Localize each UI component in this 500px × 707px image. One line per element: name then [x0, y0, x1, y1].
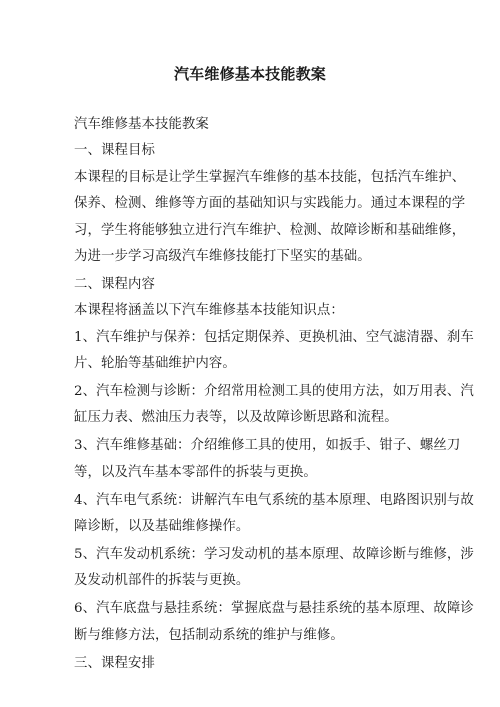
paragraph-line: 习，学生将能够独立进行汽车维护、检测、故障诊断和基础维修，	[74, 222, 466, 238]
paragraph-line: 5、汽车发动机系统：学习发动机的基本原理、故障诊断与维修，涉	[74, 547, 474, 562]
content-item-1	[74, 325, 474, 378]
paragraph-line: 障诊断，以及基础维修操作。	[74, 519, 250, 535]
content-item-5	[74, 542, 474, 595]
content-item-4	[74, 488, 474, 541]
paragraph-line: 保养、检测、维修等方面的基础知识与实践能力。通过本课程的学	[74, 196, 466, 212]
goals-paragraph	[74, 165, 466, 271]
document-title: 汽车维修基本技能教案	[173, 65, 326, 83]
content-item-2	[74, 379, 474, 432]
paragraph-line: 4、汽车电气系统：讲解汽车电气系统的基本原理、电路图识别与故	[74, 492, 474, 508]
paragraph-line: 片、轮胎等基础维护内容。	[74, 356, 236, 372]
section-heading-content: 二、课程内容	[74, 276, 155, 292]
paragraph-line: 断与维修方法，包括制动系统的维护与维修。	[74, 627, 344, 643]
paragraph-line: 3、汽车维修基础：介绍维修工具的使用，如扳手、钳子、螺丝刀	[74, 438, 461, 454]
content-item-3	[74, 433, 461, 486]
paragraph-line: 为进一步学习高级汽车维修技能打下坚实的基础。	[74, 249, 371, 265]
paragraph-line: 缸压力表、燃油压力表等，以及故障诊断思路和流程。	[74, 410, 398, 426]
paragraph-line: 1、汽车维护与保养：包括定期保养、更换机油、空气滤清器、刹车	[74, 329, 474, 345]
paragraph-line: 及发动机部件的拆装与更换。	[74, 573, 250, 589]
paragraph-line: 6、汽车底盘与悬挂系统：掌握底盘与悬挂系统的基本原理、故障诊	[74, 601, 474, 617]
section-heading-goals: 一、课程目标	[74, 143, 155, 159]
content-intro: 本课程将涵盖以下汽车维修基本技能知识点：	[74, 303, 344, 319]
paragraph-line: 等，以及汽车基本零部件的拆装与更换。	[74, 464, 317, 480]
section-heading-schedule: 三、课程安排	[74, 655, 155, 671]
paragraph-line: 本课程的目标是让学生掌握汽车维修的基本技能，包括汽车维护、	[74, 169, 466, 185]
paragraph-line: 2、汽车检测与诊断：介绍常用检测工具的使用方法，如万用表、汽	[74, 384, 474, 400]
content-item-6	[74, 596, 474, 649]
document-subtitle: 汽车维修基本技能教案	[74, 117, 209, 132]
